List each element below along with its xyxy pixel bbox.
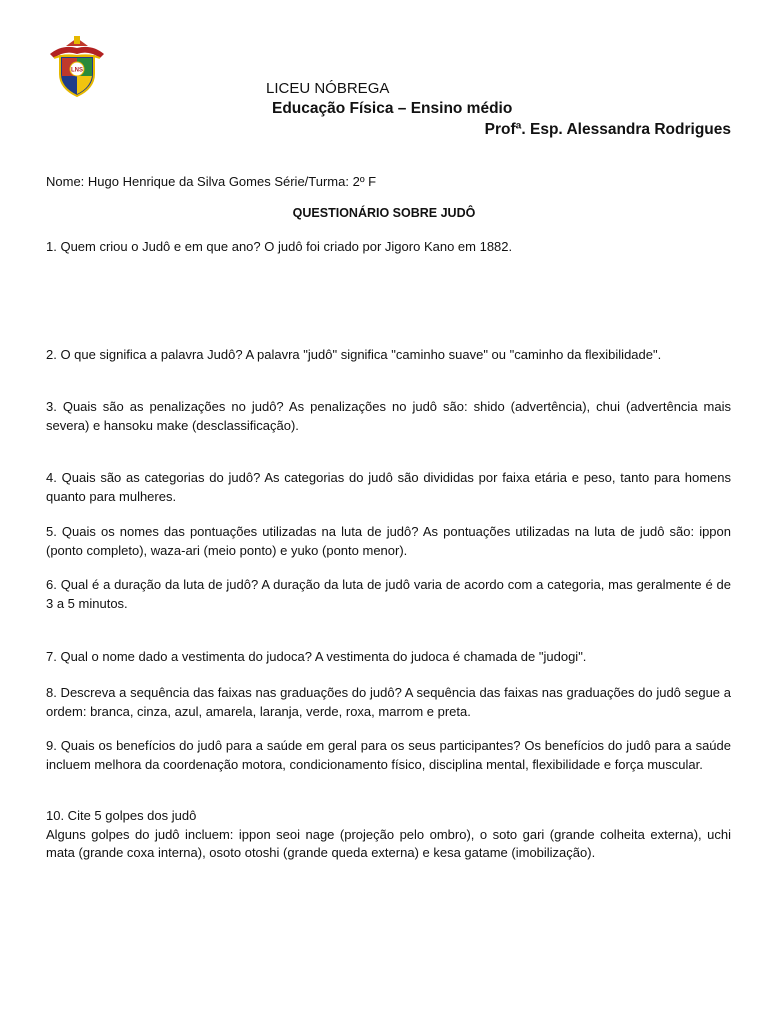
question-10-answer: Alguns golpes do judô incluem: ippon seoi nage (projeção pelo ombro), o soto gari (grande colheita externa), uchi mata (grande coxa interna), osoto otoshi (grande queda externa) e kesa gatame (imobilização). bbox=[46, 826, 731, 860]
question-8: 8. Descreva a sequência das faixas nas graduações do judô? A sequência das faixas nas graduações do judô segue a ordem: branca, cinza, azul, amarela, laranja, verde, roxa, marrom e preta. bbox=[46, 685, 731, 719]
questionnaire-title: QUESTIONÁRIO SOBRE JUDÔ bbox=[292, 206, 476, 220]
question-6: 6. Qual é a duração da luta de judô? A duração da luta de judô varia de acordo com a categoria, mas geralmente é de 3 a 5 minutos. bbox=[46, 577, 731, 611]
question-10-prompt: 10. Cite 5 golpes dos judô bbox=[46, 808, 197, 823]
teacher-name: Profª. Esp. Alessandra Rodrigues bbox=[484, 121, 731, 138]
svg-text:LNS: LNS bbox=[71, 67, 83, 74]
question-2: 2. O que significa a palavra Judô? A palavra "judô" significa "caminho suave" ou "caminho da flexibilidade". bbox=[46, 347, 662, 362]
student-info: Nome: Hugo Henrique da Silva Gomes Série/Turma: 2º F bbox=[46, 174, 377, 189]
question-3: 3. Quais são as penalizações no judô? As penalizações no judô são: shido (advertência), chui (advertência mais severa) e hansoku make (desclassificação). bbox=[46, 399, 731, 433]
question-10 bbox=[46, 807, 731, 863]
question-7: 7. Qual o nome dado a vestimenta do judoca? A vestimenta do judoca é chamada de "judogi". bbox=[46, 649, 587, 664]
question-5: 5. Quais os nomes das pontuações utilizadas na luta de judô? As pontuações utilizadas na luta de judô são: ippon (ponto completo), waza-ari (meio ponto) e yuko (ponto menor). bbox=[46, 524, 731, 558]
subject-title: Educação Física – Ensino médio bbox=[272, 100, 513, 117]
question-9: 9. Quais os benefícios do judô para a saúde em geral para os seus participantes? Os benefícios do judô para a saúde incluem melhora da coordenação motora, condicionamento físico, disciplina mental, flexibilidade e força muscular. bbox=[46, 738, 731, 772]
question-4: 4. Quais são as categorias do judô? As categorias do judô são divididas por faixa etária e peso, tanto para homens quanto para mulheres. bbox=[46, 470, 731, 504]
school-logo bbox=[44, 36, 110, 98]
question-1: 1. Quem criou o Judô e em que ano? O judô foi criado por Jigoro Kano em 1882. bbox=[46, 239, 513, 254]
school-name: LICEU NÓBREGA bbox=[266, 80, 390, 97]
